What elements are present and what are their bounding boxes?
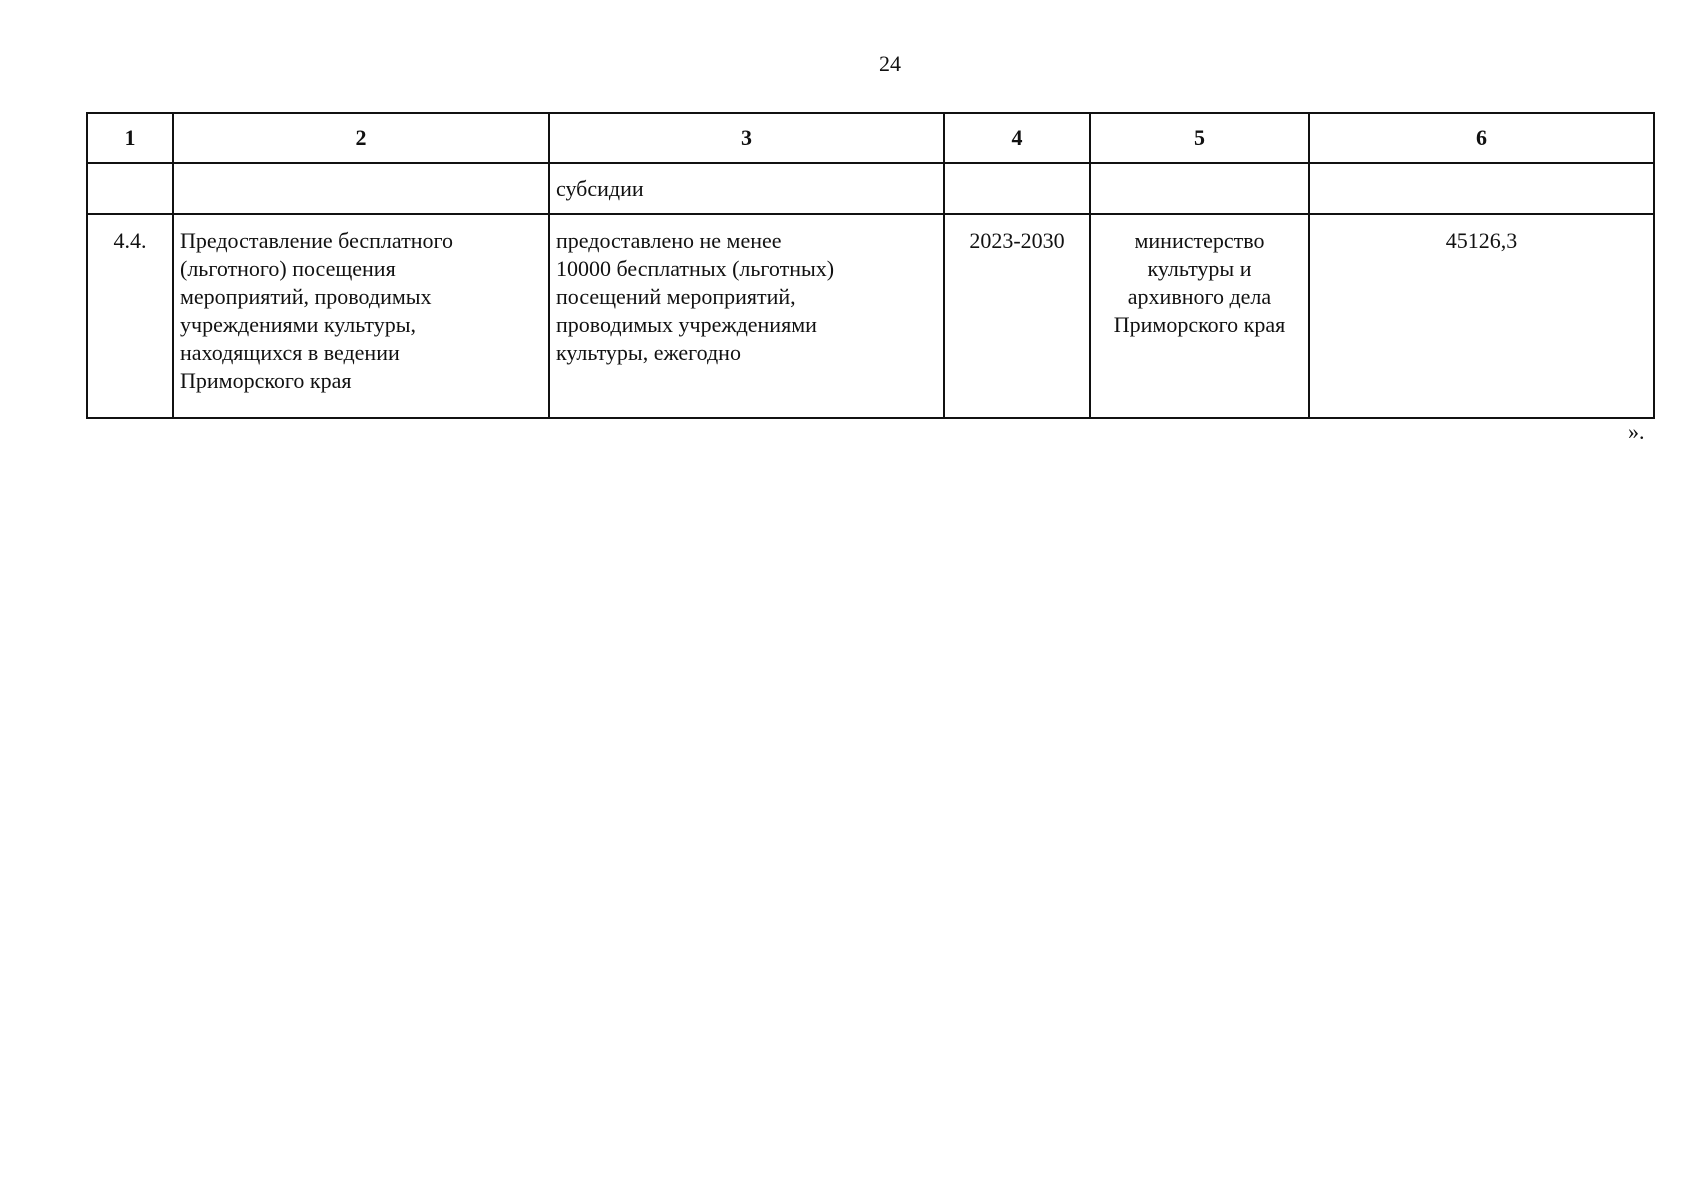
table-row-continuation [87,163,1654,214]
activity-name: Предоставление бесплатного (льготного) посещения мероприятий, проводимых учреждениями культуры, находящихся в ведении Приморского края [173,214,549,418]
responsible-executor: министерство культуры и архивного дела Приморского края [1090,214,1309,418]
table-header-row [87,113,1654,163]
table-row [87,214,1654,418]
column-header-5: 5 [1090,113,1309,163]
implementation-period: 2023-2030 [944,214,1090,418]
funding-amount: 45126,3 [1309,214,1654,418]
cont-cell-3: субсидии [549,163,944,214]
cont-cell-5 [1090,163,1309,214]
closing-quote-mark: ». [1628,419,1645,444]
expected-result: предоставлено не менее 10000 бесплатных (льготных) посещений мероприятий, проводимых учреждениями культуры, ежегодно [549,214,944,418]
column-header-6: 6 [1309,113,1654,163]
cont-cell-2 [173,163,549,214]
column-header-2: 2 [173,113,549,163]
program-table [86,112,1655,419]
column-header-4: 4 [944,113,1090,163]
cont-cell-6 [1309,163,1654,214]
page-number: 24 [879,51,901,76]
column-header-3: 3 [549,113,944,163]
cont-cell-1 [87,163,173,214]
cont-cell-4 [944,163,1090,214]
column-header-1: 1 [87,113,173,163]
row-number: 4.4. [87,214,173,418]
